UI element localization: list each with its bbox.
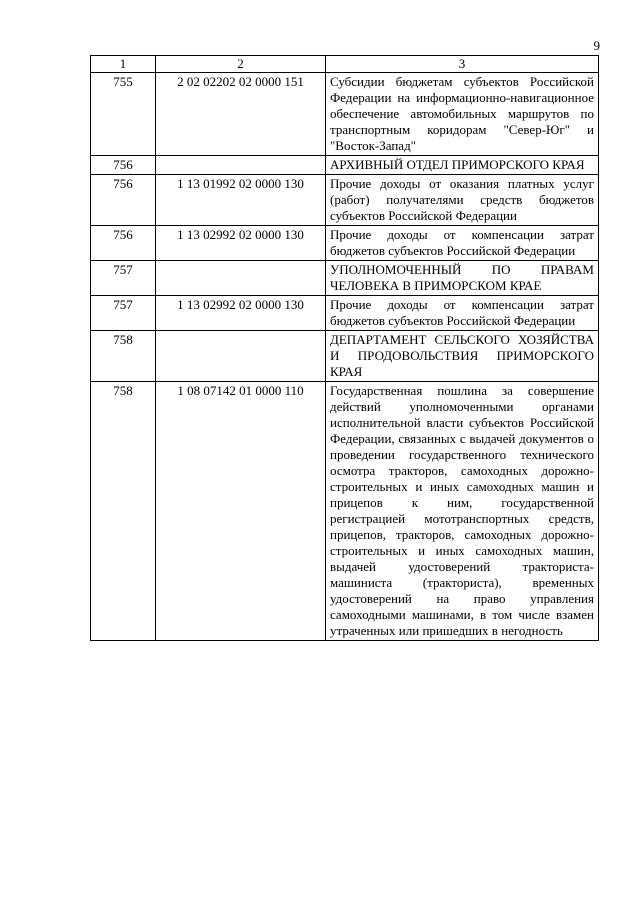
description-cell: Государственная пошлина за совершение действий уполномоченными органами исполнительной власти субъектов Российской Федерации, связанных с выдачей документов о проведении государственного технического осмотра тракторов, самоходных дорожно-строительных и иных самоходных машин и прицепов к ним, государственной регистрацией мототранспортных средств, прицепов, тракторов, самоходных дорожно-строительных и иных самоходных машин, выдачей удостоверений тракториста-машиниста (тракториста), временных удостоверений на право управления самоходными машинами, в том числе взамен утраченных или пришедших в негодность: [326, 382, 599, 641]
table-header-row: [91, 56, 599, 73]
table-row-department-heading: [91, 331, 599, 382]
column-header-description: 3: [326, 56, 599, 73]
department-name-cell: АРХИВНЫЙ ОТДЕЛ ПРИМОРСКОГО КРАЯ: [326, 156, 599, 175]
description-cell: Субсидии бюджетам субъектов Российской Федерации на информационно-навигационное обеспечение автомобильных маршрутов по транспортным коридорам "Север-Юг" и "Восток-Запад": [326, 73, 599, 156]
admin-code-cell: 758: [91, 331, 156, 382]
column-header-code: 2: [156, 56, 326, 73]
table-row: [91, 73, 599, 156]
admin-code-cell: 758: [91, 382, 156, 641]
column-header-admin: 1: [91, 56, 156, 73]
budget-code-cell: 1 13 02992 02 0000 130: [156, 226, 326, 261]
budget-revenue-table: [90, 55, 599, 641]
table-row: [91, 382, 599, 641]
page-number: 9: [593, 38, 600, 53]
admin-code-cell: 755: [91, 73, 156, 156]
table-row: [91, 175, 599, 226]
budget-code-cell: 1 08 07142 01 0000 110: [156, 382, 326, 641]
budget-code-cell: [156, 156, 326, 175]
budget-code-cell: 2 02 02202 02 0000 151: [156, 73, 326, 156]
description-cell: Прочие доходы от компенсации затрат бюджетов субъектов Российской Федерации: [326, 226, 599, 261]
budget-code-cell: 1 13 02992 02 0000 130: [156, 296, 326, 331]
admin-code-cell: 756: [91, 226, 156, 261]
table-row-department-heading: [91, 156, 599, 175]
description-cell: Прочие доходы от компенсации затрат бюджетов субъектов Российской Федерации: [326, 296, 599, 331]
table-row: [91, 226, 599, 261]
description-cell: Прочие доходы от оказания платных услуг (работ) получателями средств бюджетов субъектов Российской Федерации: [326, 175, 599, 226]
department-name-cell: УПОЛНОМОЧЕННЫЙ ПО ПРАВАМ ЧЕЛОВЕКА В ПРИМОРСКОМ КРАЕ: [326, 261, 599, 296]
budget-code-cell: 1 13 01992 02 0000 130: [156, 175, 326, 226]
table-row-department-heading: [91, 261, 599, 296]
admin-code-cell: 756: [91, 175, 156, 226]
table-row: [91, 296, 599, 331]
department-name-cell: ДЕПАРТАМЕНТ СЕЛЬСКОГО ХОЗЯЙСТВА И ПРОДОВОЛЬСТВИЯ ПРИМОРСКОГО КРАЯ: [326, 331, 599, 382]
admin-code-cell: 757: [91, 296, 156, 331]
budget-code-cell: [156, 331, 326, 382]
budget-code-cell: [156, 261, 326, 296]
admin-code-cell: 757: [91, 261, 156, 296]
admin-code-cell: 756: [91, 156, 156, 175]
